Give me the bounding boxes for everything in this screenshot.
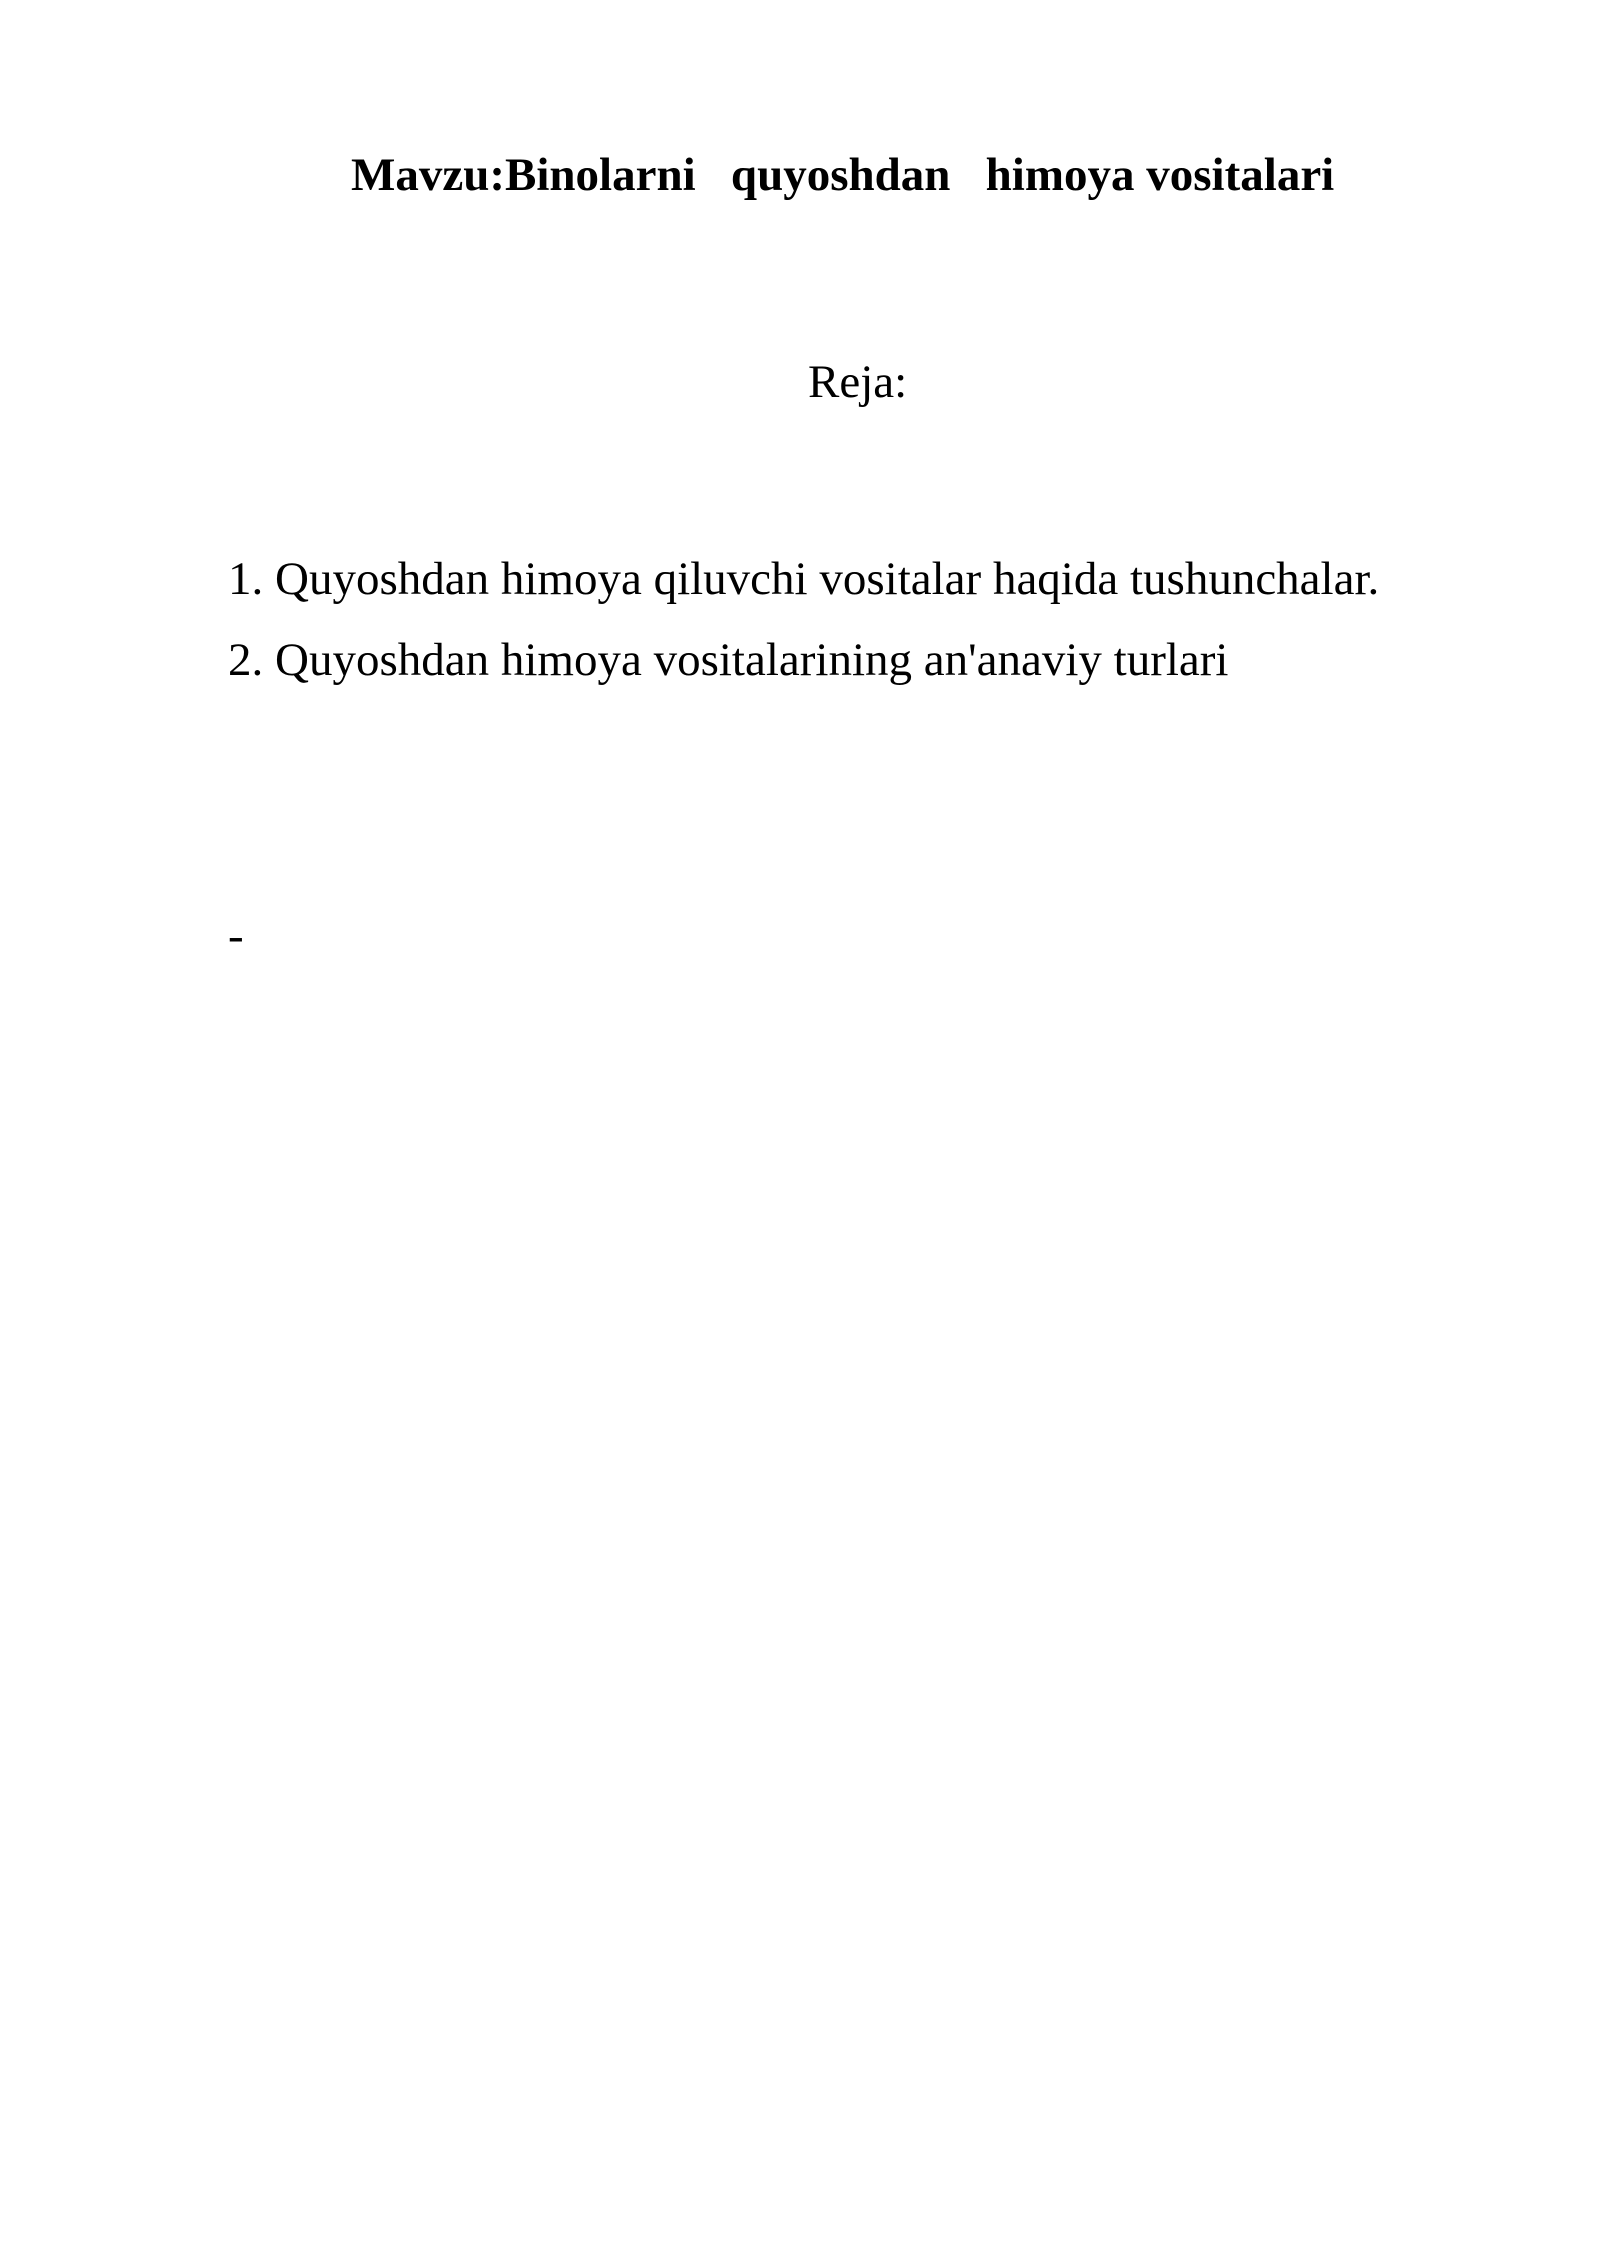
plan-item-1: 1. Quyoshdan himoya qiluvchi vositalar haqida tushunchalar. <box>228 553 1380 605</box>
trailing-dash: - <box>228 910 244 962</box>
plan-heading: Reja: <box>808 356 908 408</box>
plan-list <box>228 553 1380 718</box>
plan-item-2: 2. Quyoshdan himoya vositalarining an'anaviy turlari <box>228 634 1229 686</box>
document-title: Mavzu:Binolarni quyoshdan himoya vositalari <box>351 149 1335 201</box>
